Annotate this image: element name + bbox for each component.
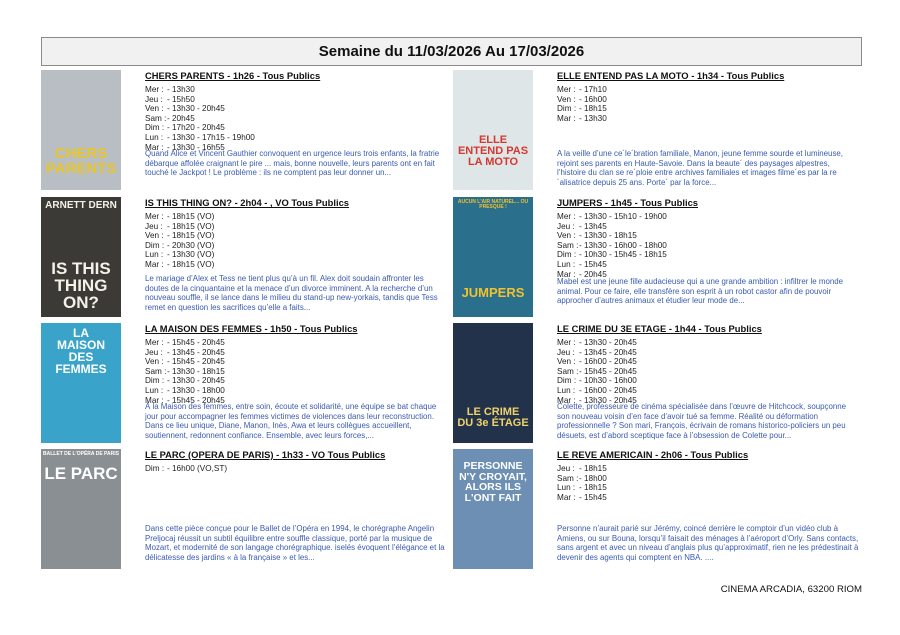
movie-poster — [453, 197, 533, 317]
showtime-times: - 13h30 - 18h00 — [167, 385, 225, 395]
showtime-row — [145, 104, 447, 114]
showtime-day: Mer : — [145, 212, 164, 221]
showtime-times: - 18h15 — [579, 483, 607, 493]
movie-poster — [453, 323, 533, 443]
showtime-times: - 15h45 — [579, 492, 607, 502]
poster-title: ELLE ENTEND PAS LA MOTO — [457, 134, 529, 168]
showtime-row — [145, 367, 447, 377]
showtime-day: Jeu : — [557, 221, 575, 231]
showtime-row — [145, 133, 447, 143]
poster-title: IS THIS THING ON? — [51, 259, 111, 312]
showtime-day: Jeu : — [557, 347, 575, 357]
movie-card-le-crime-du-3e-etage — [453, 323, 863, 447]
showtime-times: - 13h30 - 16h55 — [167, 142, 225, 152]
movie-title: LE REVE AMERICAIN - 2h06 - Tous Publics — [557, 449, 749, 460]
showtime-times: - 13h30 - 16h00 - 18h00 — [579, 240, 667, 250]
showtime-times: - 15h45 — [579, 259, 607, 269]
movie-poster — [453, 449, 533, 569]
poster-top: ARNETT DERN — [45, 200, 117, 211]
showtimes — [145, 338, 447, 405]
showtime-day: Dim : — [145, 376, 165, 386]
showtime-times: - 15h45 - 20h45 — [167, 395, 225, 405]
showtime-day: Mer : — [557, 338, 576, 347]
showtime-row — [557, 483, 859, 493]
showtime-day: Lun : — [557, 483, 576, 493]
showtime-times: - 13h30 - 20h45 — [167, 104, 225, 114]
showtime-times: - 15h45 - 20h45 — [167, 338, 225, 347]
showtime-row — [557, 367, 859, 377]
showtime-times: - 13h30 - 18h15 — [579, 231, 637, 241]
movie-title: JUMPERS - 1h45 - Tous Publics — [557, 197, 698, 208]
showtime-day: Jeu : — [145, 347, 163, 357]
showtime-times: - 20h30 (VO) — [167, 240, 215, 250]
showtime-times: - 15h50 — [167, 94, 195, 104]
poster-title: CHERS PARENTS — [45, 145, 117, 177]
showtimes — [145, 212, 447, 270]
showtimes — [557, 464, 859, 502]
showtime-row — [557, 95, 859, 105]
movie-card-chers-parents — [41, 70, 451, 194]
showtime-times: - 20h45 — [167, 113, 195, 123]
showtime-row — [145, 348, 447, 358]
showtime-times: - 10h30 - 16h00 — [579, 376, 637, 386]
showtime-row — [557, 212, 859, 222]
showtime-day: Dim : — [557, 376, 577, 386]
showtime-day: Dim : — [557, 104, 577, 114]
showtime-day: Dim : — [145, 240, 165, 250]
movie-title: LE CRIME DU 3E ETAGE - 1h44 - Tous Publics — [557, 323, 762, 334]
showtime-times: - 18h15 (VO) — [167, 231, 215, 241]
showtime-day: Sam : — [557, 473, 579, 483]
movie-synopsis: À la Maison des femmes, entre soin, écoute et solidarité, une équipe se bat chaque jour pour accompagner les femmes victimes de violences dans leur reconstruction. Dans ce lieu unique, Diane, Manon, Inès, Awa et leurs collègues accueillent, soutiennent, redonnent confiance. Ensemble, avec leurs forces,... — [145, 402, 437, 441]
showtime-row — [145, 464, 447, 474]
movie-synopsis: Dans cette pièce conçue pour le Ballet de l’Opéra en 1994, le chorégraphe Angelin Preljocaj réussit un subtil équilibre entre souffle classique, porté par la musique de Mozart, et modernité de son langage chorégraphique. iselés évoquent l’élégance et la délicatesse des jardins « à la française » et les... — [145, 524, 445, 563]
showtime-times: - 18h15 (VO) — [167, 221, 215, 231]
poster-title: PERSONNE N'Y CROYAIT, ALORS ILS L'ONT FAIT — [459, 460, 527, 504]
showtime-day: Mar : — [557, 492, 576, 502]
movie-title: LE PARC (OPERA DE PARIS) - 1h33 - VO Tous Publics — [145, 449, 386, 460]
movie-poster — [41, 70, 121, 190]
showtime-row — [557, 222, 859, 232]
showtime-row — [557, 357, 859, 367]
showtime-times: - 13h45 - 20h45 — [167, 347, 225, 357]
showtime-times: - 17h10 — [579, 85, 607, 94]
showtime-row — [557, 260, 859, 270]
showtime-times: - 10h30 - 15h45 - 18h15 — [579, 250, 667, 260]
showtime-row — [557, 493, 859, 503]
showtime-row — [145, 250, 447, 260]
movie-synopsis: A la veille d’une ce´le´bration familiale, Manon, jeune femme sourde et lumineuse, rejoint ses parents en Haute-Savoie. Dans la beaute´ des paysages alpestres, l’histoire du clan se re´ploie entre archives familiales et images filme´es par la re´alisatrice depuis 25 ans. Porte´ par la force... — [557, 149, 843, 188]
movie-card-le-parc — [41, 449, 451, 573]
movie-title: IS THIS THING ON? - 2h04 - , VO Tous Publics — [145, 197, 350, 208]
showtime-times: - 13h30 - 20h45 — [579, 338, 637, 347]
movie-title: ELLE ENTEND PAS LA MOTO - 1h34 - Tous Publics — [557, 70, 785, 81]
showtime-day: Mar : — [145, 142, 164, 152]
showtime-times: - 13h30 - 20h45 — [579, 395, 637, 405]
showtime-times: - 18h00 — [579, 473, 607, 483]
showtime-day: Jeu : — [557, 464, 575, 473]
showtime-row — [145, 386, 447, 396]
showtime-day: Mer : — [145, 338, 164, 347]
showtime-day: Dim : — [145, 123, 165, 133]
showtime-day: Ven : — [557, 94, 576, 104]
showtime-day: Mar : — [145, 259, 164, 269]
showtime-times: - 13h30 - 17h15 - 19h00 — [167, 132, 255, 142]
showtime-row — [145, 357, 447, 367]
week-header — [41, 37, 862, 66]
showtime-times: - 16h00 - 20h45 — [579, 385, 637, 395]
showtime-day: Lun : — [557, 385, 576, 395]
showtime-day: Mer : — [557, 212, 576, 221]
showtime-day: Mer : — [145, 85, 164, 94]
movie-poster — [41, 197, 121, 317]
showtime-times: - 15h45 - 20h45 — [167, 357, 225, 367]
showtime-row — [557, 114, 859, 124]
showtimes — [145, 464, 447, 474]
movie-synopsis: Colette, professeure de cinéma spécialisée dans l’œuvre de Hitchcock, soupçonne son nouveau voisin d’en face d’avoir tué sa femme. Réalité ou déformation professionnelle ? Son mari, François, écrivain de romans historico-policiers un peu désuets, est d’abord sceptique face à l’obsession de Colette pour... — [557, 402, 847, 441]
showtime-times: - 13h45 — [579, 221, 607, 231]
showtime-day: Dim : — [145, 464, 165, 473]
showtime-row — [145, 338, 447, 348]
showtime-times: - 15h45 - 20h45 — [579, 366, 637, 376]
poster-top: AUCUN L'AIR NATUREL... OU PRESQUE ! — [457, 199, 529, 210]
showtime-row — [557, 231, 859, 241]
showtime-row — [557, 250, 859, 260]
showtime-row — [145, 376, 447, 386]
showtime-times: - 13h30 (VO) — [167, 250, 215, 260]
poster-title: LE PARC — [44, 464, 118, 483]
showtime-day: Ven : — [557, 231, 576, 241]
movie-synopsis: Quand Alice et Vincent Gauthier convoquent en urgence leurs trois enfants, la fratrie débarque affolée craignant le pire ... mais, bonne nouvelle, leurs parents ont en fait touché le Jackpot ! Le problème : ils ne comptent pas leur donner un... — [145, 149, 440, 178]
poster-title: LA MAISON DES FEMMES — [55, 326, 107, 376]
showtime-day: Ven : — [145, 231, 164, 241]
showtime-day: Mar : — [557, 269, 576, 279]
showtime-day: Mar : — [557, 395, 576, 405]
showtimes — [557, 85, 859, 123]
poster-title: JUMPERS — [461, 285, 525, 300]
showtime-row — [145, 260, 447, 270]
movie-title: LA MAISON DES FEMMES - 1h50 - Tous Publics — [145, 323, 358, 334]
movie-card-jumpers — [453, 197, 863, 321]
showtime-day: Lun : — [557, 259, 576, 269]
showtime-day: Sam : — [145, 113, 167, 123]
showtime-times: - 18h15 (VO) — [167, 212, 215, 221]
showtime-row — [145, 123, 447, 133]
showtime-row — [557, 386, 859, 396]
showtime-times: - 13h45 - 20h45 — [579, 347, 637, 357]
showtime-row — [557, 338, 859, 348]
showtime-row — [145, 85, 447, 95]
showtime-day: Sam : — [557, 240, 579, 250]
showtime-row — [557, 104, 859, 114]
showtime-times: - 16h00 — [579, 94, 607, 104]
showtime-times: - 18h15 (VO) — [167, 259, 215, 269]
showtime-times: - 13h30 - 20h45 — [167, 376, 225, 386]
showtime-row — [145, 231, 447, 241]
showtime-day: Ven : — [145, 104, 164, 114]
movie-synopsis: Mabel est une jeune fille audacieuse qui a une grande ambition : infiltrer le monde animal. Pour ce faire, elle transfère son esprit à un robot castor afin de pouvoir approcher d’autres animaux et étudier leur mode de... — [557, 277, 843, 306]
cinema-address: CINEMA ARCADIA, 63200 RIOM — [720, 584, 862, 595]
movie-synopsis: Le mariage d’Alex et Tess ne tient plus qu’à un fil. Alex doit soudain affronter les doutes de la cinquantaine et la menace d’un divorce imminent. A la recherche d’un nouveau souffle, il se lance dans le milieu du stand-up new-yorkais, tandis que Tess remet en question les sacrifices qu’elle a faits... — [145, 274, 438, 313]
showtime-day: Mer : — [557, 85, 576, 94]
movie-card-elle-entend-pas-la-moto — [453, 70, 863, 194]
showtime-row — [145, 222, 447, 232]
showtime-row — [145, 114, 447, 124]
showtime-row — [557, 348, 859, 358]
showtime-row — [145, 241, 447, 251]
showtime-times: - 17h20 - 20h45 — [167, 123, 225, 133]
showtime-day: Lun : — [145, 250, 164, 260]
showtime-row — [145, 212, 447, 222]
showtimes — [145, 85, 447, 152]
movie-title: CHERS PARENTS - 1h26 - Tous Publics — [145, 70, 321, 81]
movie-poster — [453, 70, 533, 190]
showtime-row — [557, 474, 859, 484]
showtime-day: Mar : — [145, 395, 164, 405]
showtime-day: Jeu : — [145, 94, 163, 104]
movie-synopsis: Personne n’aurait parié sur Jérémy, coincé derrière le comptoir d’un vidéo club à Amiens, ou sur Bouna, lorsqu’il faisait des ménages à l’aéroport d’Orly. Sans contacts, sans argent et avec un niveau d’anglais plus qu’approximatif, rien ne les prédestinait à devenir des agents qui comptent en NBA. .... — [557, 524, 859, 563]
showtime-times: - 13h30 — [579, 113, 607, 123]
movie-card-le-reve-americain — [453, 449, 863, 573]
showtime-day: Sam : — [145, 366, 167, 376]
movie-card-is-this-thing-on — [41, 197, 451, 321]
showtime-day: Jeu : — [145, 221, 163, 231]
poster-top: BALLET DE L'OPÉRA DE PARIS — [43, 451, 119, 457]
showtime-day: Ven : — [557, 357, 576, 367]
showtime-times: - 18h15 — [579, 104, 607, 114]
showtime-times: - 18h15 — [579, 464, 607, 473]
showtime-row — [557, 376, 859, 386]
showtimes — [557, 212, 859, 279]
showtime-row — [557, 464, 859, 474]
showtime-times: - 16h00 - 20h45 — [579, 357, 637, 367]
showtime-times: - 13h30 - 15h10 - 19h00 — [579, 212, 667, 221]
showtime-row — [145, 95, 447, 105]
showtime-day: Sam : — [557, 366, 579, 376]
showtime-day: Mar : — [557, 113, 576, 123]
poster-title: LE CRIME DU 3e ÉTAGE — [457, 406, 529, 429]
showtime-times: - 20h45 — [579, 269, 607, 279]
week-title: Semaine du 11/03/2026 Au 17/03/2026 — [318, 43, 585, 60]
showtime-row — [557, 241, 859, 251]
showtime-day: Lun : — [145, 385, 164, 395]
showtime-day: Ven : — [145, 357, 164, 367]
showtime-times: - 16h00 (VO,ST) — [167, 464, 228, 473]
movie-poster — [41, 449, 121, 569]
showtime-row — [557, 85, 859, 95]
showtime-times: - 13h30 — [167, 85, 195, 94]
movie-card-la-maison-des-femmes — [41, 323, 451, 447]
movie-poster — [41, 323, 121, 443]
showtime-day: Dim : — [557, 250, 577, 260]
showtime-day: Lun : — [145, 132, 164, 142]
showtimes — [557, 338, 859, 405]
showtime-times: - 13h30 - 18h15 — [167, 366, 225, 376]
